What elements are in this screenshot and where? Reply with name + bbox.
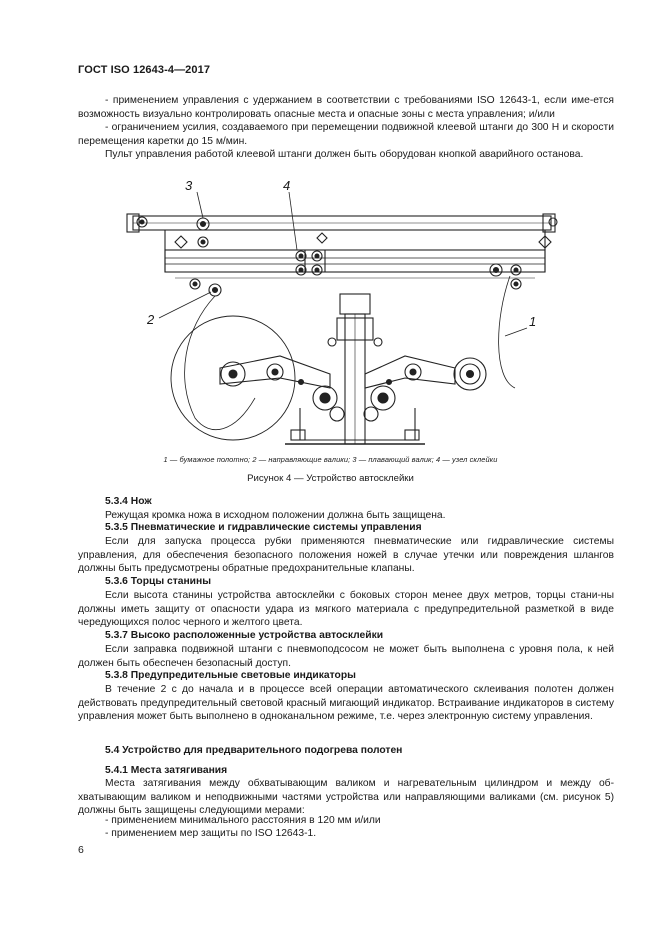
section-5-3-5-text: Если для запуска процесса рубки применяются пневматические или гидравлические системы управления, для обеспечения безопасного положения ножей в случае утечки или повреждения шлангов должны быть предусмотрены обратные предохранительные клапаны. [78,536,614,575]
figure-label-3: 3 [185,178,193,193]
section-5-3-4-text: Режущая кромка ножа в исходном положении должна быть защищена. [105,510,446,521]
figure-label-1: 1 [529,314,537,329]
section-5-3-4-title: 5.3.4 Нож [105,496,152,507]
section-5-3-6-title: 5.3.6 Торцы станины [105,576,212,587]
page-number: 6 [78,844,84,856]
document-header: ГОСТ ISO 12643-4—2017 [78,64,211,76]
section-5-4-1-title: 5.4.1 Места затягивания [105,765,228,776]
figure-label-2: 2 [147,312,155,327]
section-5-3-8-text: В течение 2 с до начала и в процессе всей операции автоматического склеивания полотен должен действовать предупредительный световой красный мигающий индикатор. Встраивание индикаторов в систему управления может быть выполнено в одноканальном режиме, т.е. через электронную систему управления. [78,684,614,723]
autosplicer-drawing [115,178,565,453]
intro-item-2: - ограничением усилия, создаваемого при перемещении подвижной клеевой штанги до 300 Н и скорости перемещения каретки до 15 м/мин. [78,122,614,147]
section-5-4-1-text: Места затягивания между обхватывающим валиком и нагревательным цилиндром и между об-хватывающим валиком и неподвижными частями устройства или направляющими валиками (см. рисунок 5) должны быть защищены следующими мерами: [78,778,614,817]
section-5-3-7-title: 5.3.7 Высоко расположенные устройства автосклейки [105,630,384,641]
figure-caption: Рисунок 4 — Устройство автосклейки [247,473,414,484]
figure-label-4: 4 [283,178,291,193]
figure-legend: 1 — бумажное полотно; 2 — направляющие валики; 3 — плавающий валик; 4 — узел склейки [163,455,498,464]
section-5-4-1-item-1: - применением минимального расстояния в 120 мм и/или [105,815,381,826]
section-5-4-1-item-2: - применением мер защиты по ISO 12643-1. [105,828,317,839]
section-5-3-7-text: Если заправка подвижной штанги с пневмоподсосом не может быть выполнена с уровня пола, к ней должен быть обеспечен безопасный доступ. [78,644,614,669]
intro-item-1: - применением управления с удержанием в соответствии с требованиями ISO 12643-1, если име-ется возможность визуально контролировать опасные места и опасные зоны с места управления; и/или [78,95,614,120]
section-5-4-title: 5.4 Устройство для предварительного подогрева полотен [105,745,403,756]
section-5-3-8-title: 5.3.8 Предупредительные световые индикаторы [105,670,356,681]
intro-item-3: Пульт управления работой клеевой штанги должен быть оборудован кнопкой аварийного останова. [105,149,584,160]
section-5-3-5-title: 5.3.5 Пневматические и гидравлические системы управления [105,522,422,533]
section-5-3-6-text: Если высота станины устройства автосклейки с боковых сторон менее двух метров, торцы стани-ны должны иметь защиту от опасности удара из мягкого материала с предупредительной разметкой в виде чередующихся полос черного и желтого цвета. [78,590,614,629]
